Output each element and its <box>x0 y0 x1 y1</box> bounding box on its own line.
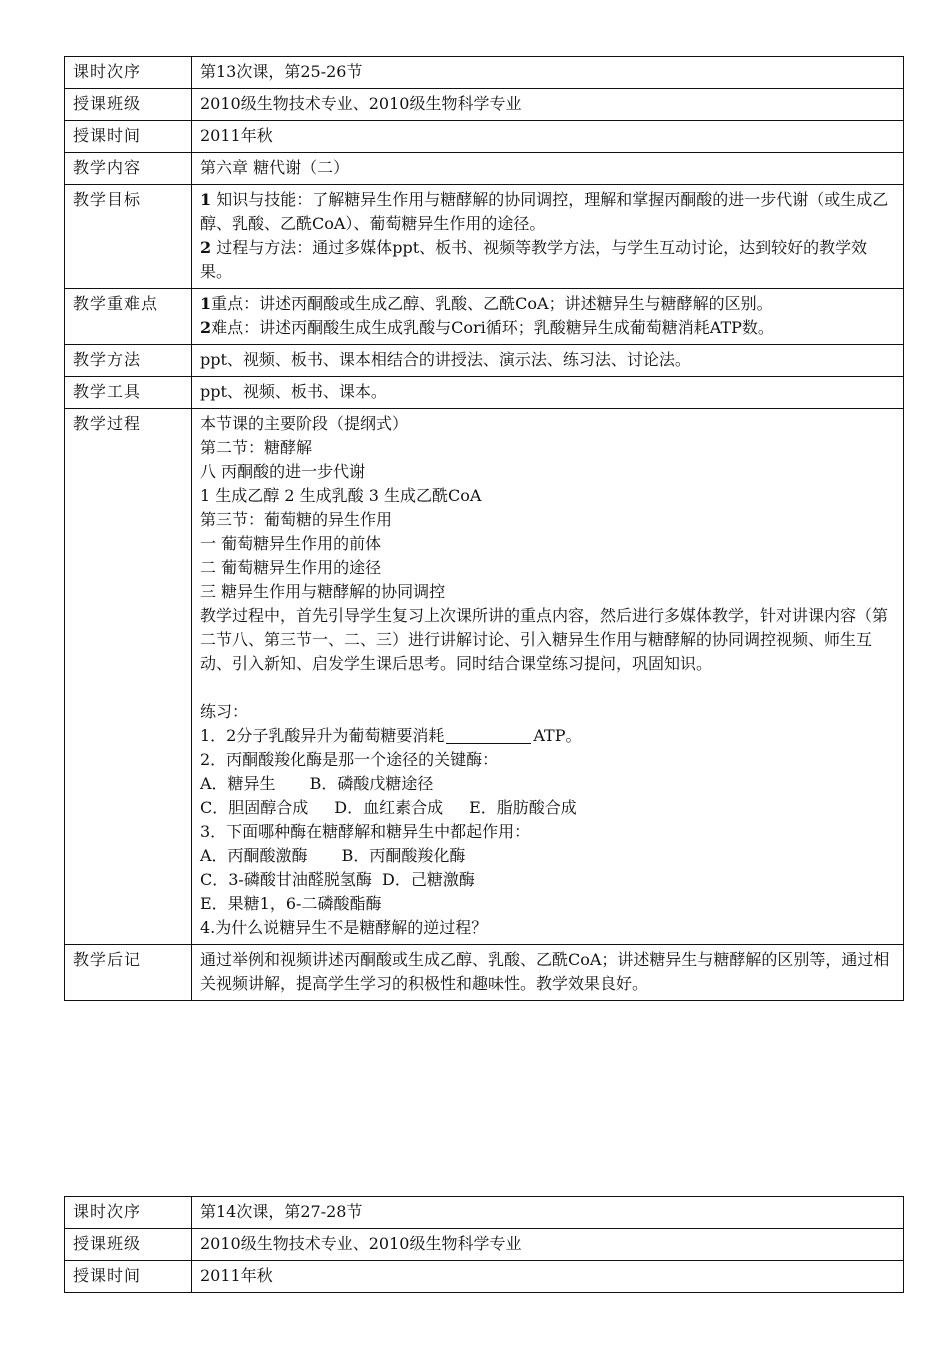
question-2-options-row-1 <box>200 772 895 796</box>
option: B．丙酮酸羧化酶 <box>341 846 466 865</box>
outline-line: 第三节：葡萄糖的异生作用 <box>200 510 393 529</box>
value-lesson-order: 第13次课，第25-26节 <box>192 57 904 89</box>
keypoint-1 <box>200 292 895 316</box>
option: A．丙酮酸激酶 <box>200 846 308 865</box>
question-3-options-row-3 <box>200 892 895 916</box>
row-time <box>65 1261 904 1293</box>
lesson-plan-table-1 <box>64 56 904 1001</box>
option: B．磷酸戊糖途径 <box>309 774 434 793</box>
value-tools: ppt、视频、板书、课本。 <box>192 377 904 409</box>
label-postscript: 教学后记 <box>65 945 192 1001</box>
question-2-options-row-2 <box>200 796 895 820</box>
goal-1 <box>200 188 895 236</box>
value-class: 2010级生物技术专业、2010级生物科学专业 <box>192 89 904 121</box>
goal-2 <box>200 236 895 284</box>
postscript-text: 通过举例和视频讲述丙酮酸或生成乙醇、乳酸、乙酰CoA；讲述糖异生与糖酵解的区别等，通过相关视频讲解，提高学生学习的积极性和趣味性。教学效果良好。 <box>200 950 890 993</box>
row-goals <box>65 185 904 289</box>
keypoint-2-number: 2 <box>200 318 212 337</box>
outline-line: 二 葡萄糖异生作用的途径 <box>200 558 382 577</box>
goal-2-number: 2 <box>200 238 212 257</box>
label-lesson-order: 课时次序 <box>65 1197 192 1229</box>
outline-line: 一 葡萄糖异生作用的前体 <box>200 534 382 553</box>
value-goals <box>192 185 904 289</box>
label-method: 教学方法 <box>65 345 192 377</box>
option: C．胆固醇合成 <box>200 798 309 817</box>
row-keypoints <box>65 289 904 345</box>
label-process: 教学过程 <box>65 409 192 945</box>
keypoint-1-text: 重点：讲述丙酮酸或生成乙醇、乳酸、乙酰CoA；讲述糖异生与糖酵解的区别。 <box>211 294 773 313</box>
label-class: 授课班级 <box>65 1229 192 1261</box>
value-class: 2010级生物技术专业、2010级生物科学专业 <box>192 1229 904 1261</box>
row-content <box>65 153 904 185</box>
value-process <box>192 409 904 945</box>
label-keypoints: 教学重难点 <box>65 289 192 345</box>
value-content: 第六章 糖代谢（二） <box>192 153 904 185</box>
label-goals: 教学目标 <box>65 185 192 289</box>
value-keypoints <box>192 289 904 345</box>
question-3-options-row-1 <box>200 844 895 868</box>
value-method: ppt、视频、板书、课本相结合的讲授法、演示法、练习法、讨论法。 <box>192 345 904 377</box>
outline-line: 本节课的主要阶段（提纲式） <box>200 414 409 433</box>
question-3: 3．下面哪种酶在糖酵解和糖异生中都起作用： <box>200 822 531 841</box>
question-3-options-row-2 <box>200 868 895 892</box>
value-postscript <box>192 945 904 1001</box>
exercise-title: 练习： <box>200 702 249 721</box>
question-4: 4.为什么说糖异生不是糖酵解的逆过程？ <box>200 918 488 937</box>
value-time: 2011年秋 <box>192 1261 904 1293</box>
row-postscript <box>65 945 904 1001</box>
goal-1-number: 1 <box>200 190 212 209</box>
question-1 <box>200 724 895 748</box>
row-process <box>65 409 904 945</box>
label-lesson-order: 课时次序 <box>65 57 192 89</box>
label-class: 授课班级 <box>65 89 192 121</box>
keypoint-2 <box>200 316 895 340</box>
keypoint-2-text: 难点：讲述丙酮酸生成生成乳酸与Cori循环；乳酸糖异生成葡萄糖消耗ATP数。 <box>211 318 774 337</box>
row-method <box>65 345 904 377</box>
option: E．果糖1，6-二磷酸酯酶 <box>200 894 382 913</box>
value-lesson-order: 第14次课，第27-28节 <box>192 1197 904 1229</box>
option: A．糖异生 <box>200 774 276 793</box>
label-tools: 教学工具 <box>65 377 192 409</box>
goal-2-text: 过程与方法：通过多媒体ppt、板书、视频等教学方法，与学生互动讨论，达到较好的教学效果。 <box>200 238 868 281</box>
row-class <box>65 1229 904 1261</box>
lesson-plan-table-2 <box>64 1196 904 1293</box>
process-paragraph: 教学过程中，首先引导学生复习上次课所讲的重点内容，然后进行多媒体教学，针对讲课内容（第二节八、第三节一、二、三）进行讲解讨论、引入糖异生作用与糖酵解的协同调控视频、师生互动、引入新知、启发学生课后思考。同时结合课堂练习提问，巩固知识。 <box>200 606 889 673</box>
label-time: 授课时间 <box>65 121 192 153</box>
question-1-text: 1．2分子乳酸异升为葡萄糖要消耗 <box>200 726 445 745</box>
question-2: 2．丙酮酸羧化酶是那一个途径的关键酶： <box>200 750 499 769</box>
option: E．脂肪酸合成 <box>469 798 577 817</box>
option: D．血红素合成 <box>334 798 444 817</box>
row-class <box>65 89 904 121</box>
value-time: 2011年秋 <box>192 121 904 153</box>
outline-line: 1 生成乙醇 2 生成乳酸 3 生成乙酰CoA <box>200 486 482 505</box>
answer-blank <box>446 727 531 744</box>
keypoint-1-number: 1 <box>200 294 212 313</box>
label-time: 授课时间 <box>65 1261 192 1293</box>
row-time <box>65 121 904 153</box>
goal-1-text: 知识与技能：了解糖异生作用与糖酵解的协同调控，理解和掌握丙酮酸的进一步代谢（或生成乙醇、乳酸、乙酰CoA）、葡萄糖异生作用的途径。 <box>200 190 889 233</box>
row-lesson-order <box>65 1197 904 1229</box>
outline-line: 第二节：糖酵解 <box>200 438 313 457</box>
question-1-suffix: ATP。 <box>533 726 582 745</box>
row-lesson-order <box>65 57 904 89</box>
outline-line: 八 丙酮酸的进一步代谢 <box>200 462 366 481</box>
row-tools <box>65 377 904 409</box>
label-content: 教学内容 <box>65 153 192 185</box>
option: D．己糖激酶 <box>382 870 475 889</box>
option: C．3-磷酸甘油醛脱氢酶 <box>200 870 372 889</box>
outline-line: 三 糖异生作用与糖酵解的协同调控 <box>200 582 446 601</box>
spacer <box>200 676 895 700</box>
